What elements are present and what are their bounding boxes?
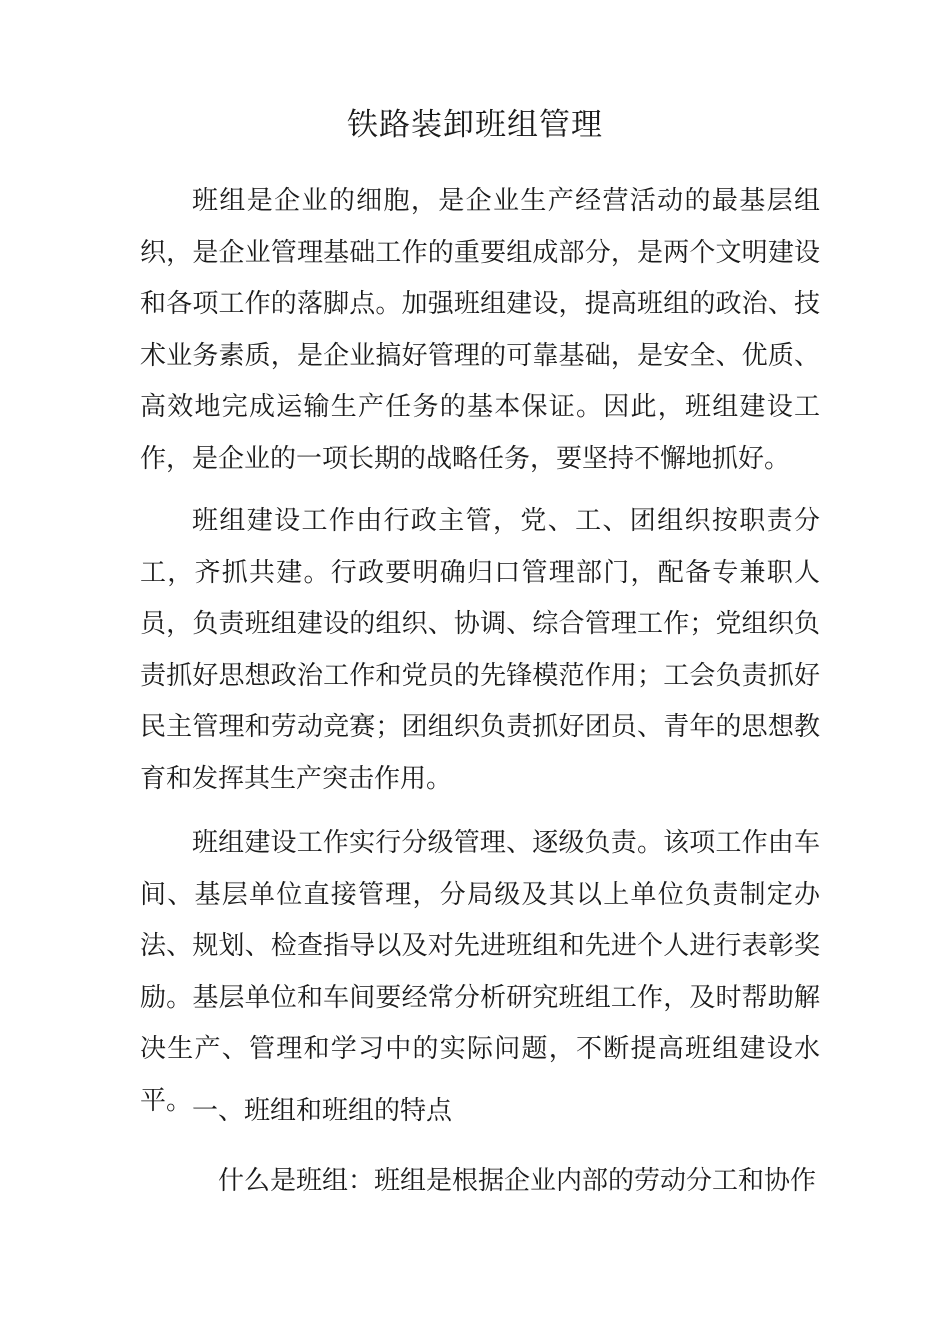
section-heading: 一、班组和班组的特点 — [192, 1096, 453, 1126]
paragraph-2: 班组建设工作由行政主管，党、工、团组织按职责分工，齐抓共建。行政要明确归口管理部门，配备专兼职人员，负责班组建设的组织、协调、综合管理工作；党组织负责抓好思想政治工作和党员的先锋模范作用；工会负责抓好民主管理和劳动竞赛；团组织负责抓好团员、青年的思想教育和发挥其生产突击作用。 — [140, 506, 820, 794]
paragraph-4: 什么是班组：班组是根据企业内部的劳动分工和协作 — [218, 1166, 817, 1196]
document-title: 铁路装卸班组管理 — [347, 107, 603, 143]
paragraph-1: 班组是企业的细胞，是企业生产经营活动的最基层组织，是企业管理基础工作的重要组成部分，是两个文明建设和各项工作的落脚点。加强班组建设，提高班组的政治、技术业务素质，是企业搞好管理的可靠基础，是安全、优质、高效地完成运输生产任务的基本保证。因此，班组建设工作，是企业的一项长期的战略任务，要坚持不懈地抓好。 — [140, 186, 820, 474]
paragraph-3: 班组建设工作实行分级管理、逐级负责。该项工作由车间、基层单位直接管理，分局级及其以上单位负责制定办法、规划、检查指导以及对先进班组和先进个人进行表彰奖励。基层单位和车间要经常分析研究班组工作，及时帮助解决生产、管理和学习中的实际问题，不断提高班组建设水平。 — [140, 828, 820, 1116]
